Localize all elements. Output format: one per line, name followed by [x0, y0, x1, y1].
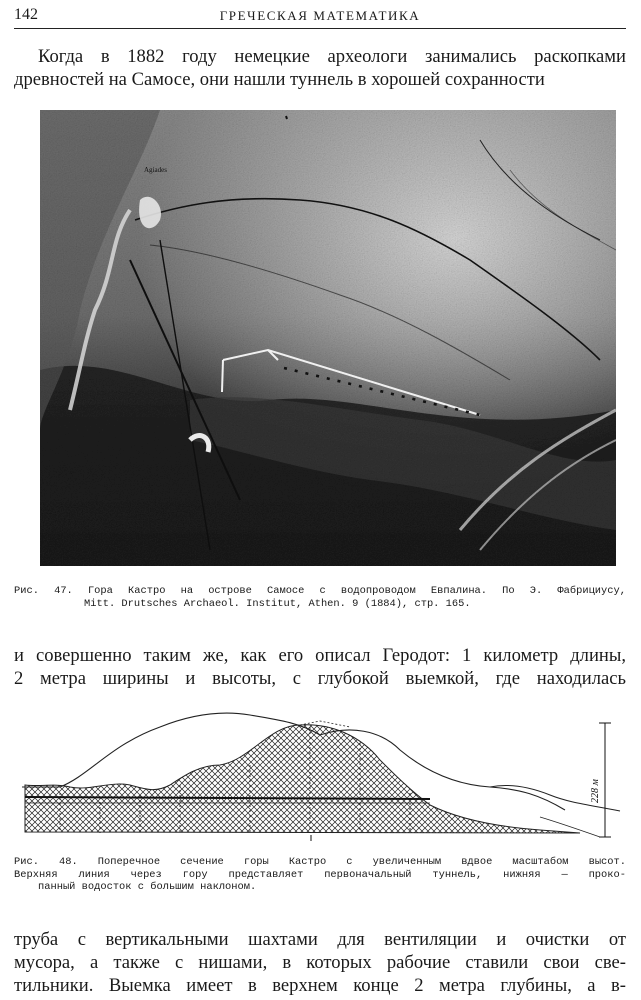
caption-line: Рис. 48. Поперечное сечение горы Кастро с увеличенным вдвое масштабом высот. — [14, 856, 626, 868]
text-line: 2 метра ширины и высоты, с глубокой выемкой, где находилась — [14, 668, 626, 689]
page-header — [14, 4, 626, 26]
paragraph-3 — [14, 928, 626, 997]
text-line: тильники. Выемка имеет в верхнем конце 2 метра глубины, а в- — [14, 975, 626, 996]
text-line: мусора, а также с нишами, в которых рабочие ставили свои све- — [14, 952, 626, 973]
text-line: Когда в 1882 году немецкие археологи занимались раскопками — [38, 46, 626, 67]
map-label: Agiades — [144, 166, 167, 174]
header-rule — [14, 28, 626, 29]
figure-47-map-photo — [40, 110, 616, 566]
paragraph-2 — [14, 644, 626, 690]
text-line: древностей на Самосе, они нашли туннель в хорошей сохранности — [14, 69, 545, 90]
caption-line: Рис. 47. Гора Кастро на острове Самосе с водопроводом Евпалина. По Э. Фабрициусу, — [14, 585, 626, 597]
caption-line: Mitt. Drutsches Archaeol. Institut, Athen. 9 (1884), стр. 165. — [84, 597, 471, 610]
text-line: труба с вертикальными шахтами для вентиляции и очистки от — [14, 929, 626, 950]
height-label: 228 м — [590, 779, 601, 803]
text-line: и совершенно таким же, как его описал Геродот: 1 километр длины, — [14, 645, 626, 666]
page-number: 142 — [14, 6, 38, 23]
paragraph-1 — [14, 45, 626, 91]
caption-line: Верхняя линия через гору представляет первоначальный туннель, нижняя — проко- — [14, 868, 626, 881]
figure-48-cross-section — [20, 705, 630, 850]
caption-line: панный водосток с большим наклоном. — [38, 881, 257, 893]
figure-47-caption — [14, 585, 626, 610]
figure-48-caption — [14, 856, 626, 894]
running-title: ГРЕЧЕСКАЯ МАТЕМАТИКА — [219, 8, 421, 23]
